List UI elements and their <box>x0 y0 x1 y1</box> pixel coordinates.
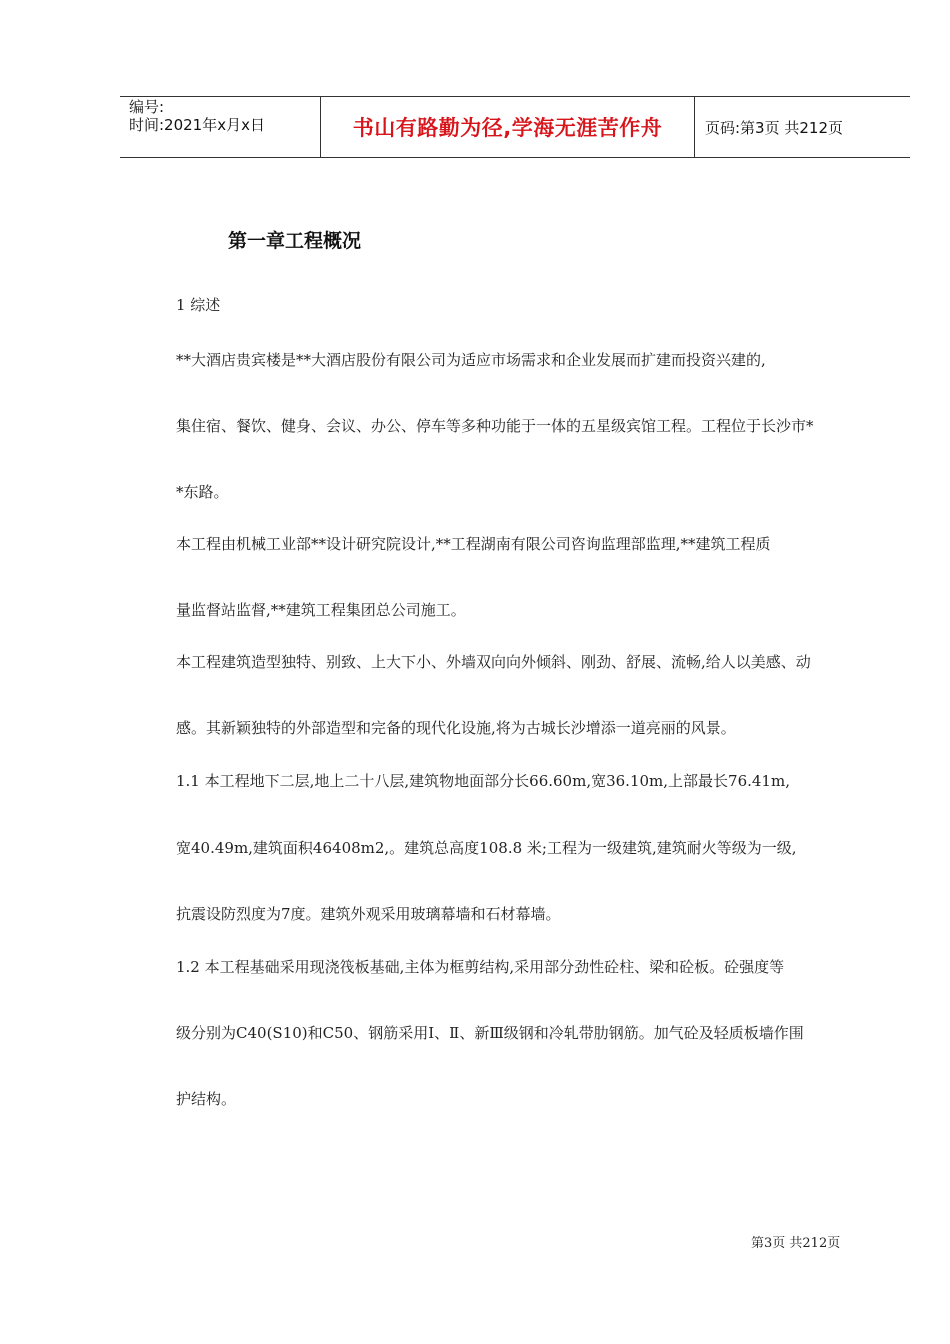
header-meta-cell <box>120 97 321 157</box>
header-motto-cell <box>321 97 695 157</box>
document-number-label: 编号: <box>129 98 165 116</box>
paragraph-line: 级分别为C40(S10)和C50、钢筋采用Ⅰ、Ⅱ、新Ⅲ级钢和冷轧带肋钢筋。加气砼及轻质板墙作围 <box>176 1024 804 1042</box>
header-page-number: 页码:第3页 共212页 <box>705 118 843 137</box>
paragraph-line: 宽40.49m,建筑面积46408m2,。建筑总高度108.8 米;工程为一级建筑,建筑耐火等级为一级, <box>176 839 797 857</box>
paragraph-line: *东路。 <box>176 483 229 501</box>
paragraph-line: 1.2 本工程基础采用现浇筏板基础,主体为框剪结构,采用部分劲性砼柱、梁和砼板。砼强度等 <box>176 958 785 976</box>
paragraph-line: 抗震设防烈度为7度。建筑外观采用玻璃幕墙和石材幕墙。 <box>176 905 561 923</box>
paragraph-line: 集住宿、餐饮、健身、会议、办公、停车等多种功能于一体的五星级宾馆工程。工程位于长沙市* <box>176 417 814 435</box>
section-heading: 1 综述 <box>176 296 221 314</box>
chapter-title: 第一章工程概况 <box>228 230 362 252</box>
paragraph-line: 感。其新颖独特的外部造型和完备的现代化设施,将为古城长沙增添一道亮丽的风景。 <box>176 719 736 737</box>
header-table <box>120 96 910 158</box>
paragraph-line: 本工程建筑造型独特、别致、上大下小、外墙双向向外倾斜、刚劲、舒展、流畅,给人以美感、动 <box>176 653 811 671</box>
paragraph-line: **大酒店贵宾楼是**大酒店股份有限公司为适应市场需求和企业发展而扩建而投资兴建的, <box>176 351 766 369</box>
header-motto: 书山有路勤为径,学海无涯苦作舟 <box>352 116 663 140</box>
document-time-label: 时间:2021年x月x日 <box>129 116 265 134</box>
paragraph-line: 本工程由机械工业部**设计研究院设计,**工程湖南有限公司咨询监理部监理,**建筑工程质 <box>176 535 771 553</box>
header-page-cell <box>695 97 910 157</box>
footer-page-number: 第3页 共212页 <box>751 1236 841 1251</box>
paragraph-line: 1.1 本工程地下二层,地上二十八层,建筑物地面部分长66.60m,宽36.10m,上部最长76.41m, <box>176 772 790 790</box>
paragraph-line: 量监督站监督,**建筑工程集团总公司施工。 <box>176 601 466 619</box>
paragraph-line: 护结构。 <box>176 1090 237 1108</box>
